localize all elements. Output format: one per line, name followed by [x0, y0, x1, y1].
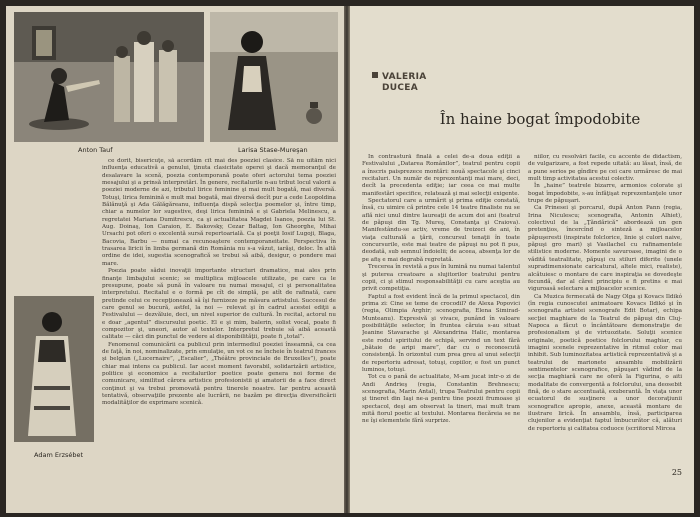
author-bullet-icon [372, 72, 378, 78]
paragraph: Poezia poate sădui inovaţii importante structuri dramatice, mai ales prin finanţe limbajului scenic; se multiplica mijloacele utilizate, pe care ca le presupune, poate să pună în valoare nu numai mesajul, ci şi personalitatea interpretului. Recitalul e o formă pe cît de simplă, pe atît de rafinată, care pretinde celui ce recepţionează să îşi furnizeze pe măsura artistului. Succesul de care genul se bucură, astfel, la noi — relevat şi în cadrul acestei ediţii a Festivalului — dezvăluie, deci, un nivel superior de cultură. În recital, actorul nu e doar „agentul” discursului poetic. El e şi mim, balerin, solist vocal, poate fi compozitor şi, uneori, autor al textelor. Interpretul trebuie să aibă această calitate — căci din punctul de vedere al disponibilităţii, poate fi „total”. [102, 268, 336, 341]
paragraph: În „haine” teatrele bizarre, armonios colorate şi bogat împodobite, s-au înfăţişat reprezentanţele unor trupe de păpuşari. [528, 183, 682, 205]
performer-illustration [210, 12, 338, 142]
stage-scene-illustration [14, 12, 204, 142]
paragraph: niilor, cu resolvări facile, cu accente de didactism, de vulgarizare, a fost repede uitată: au lăsat, însă, de a pune serios pe gîndire pe cei care urmăresc de mai mult timp activitatea acestui colectiv. [528, 154, 682, 183]
paragraph: Ca Muzica fermecată de Nagy Olga şi Kovacs Ildikó (în regia cunoscutei animatoare Kovacs Ildikó şi în scenografia artistei scenografe Edit Botar), echipa secţiei maghiare de la Teatrul de păpuşi din Cluj-Napoca a făcut o încântătoare demonstraţie de profesionalism şi de virtuozitate. Soluţii scenice originale, poetică poetice folclorului maghiar, cu imagini scenele reprezentative în ritmul color mai inhibit. Sub luminozitatea artistică reprezentativă şi a teatrului de marionete ansamblu mobilizării sentimentelor scenografice, păpuşari vădind de la secţia maghiară care ne oferă la Figurina, o aiti modalitate de convergentă a folclorului, una deosebit fină, de o stare accentuată, exuberantă. În viaţa unor ecuatorul de susţinere a unor decoraţiunii scenografice apropie, anexe, această montare de ilustrare lirică. În ansamblu, însă, participarea clujenilor a evidenţiat faptul îmbucurător că, alături de repertoriu şi calitatea coduoce (scriitorul Mircea [528, 293, 682, 432]
paragraph: Trecerea în revistă a pus în lumină nu numai talentul şi puterea creatoare a slujitorilor teatrului pentru copii, ci şi stimul responsabilităţii cu care aceştia au privit competiţia. [362, 264, 520, 293]
right-text-column-2 [528, 154, 682, 472]
folk-costume-illustration [14, 296, 94, 442]
paragraph: Faptul a fost evident încă de la primul spectacol, din prima zi: Cine se teme de crocodil? de Alexa Popovici (regia, Olimpia Arghir; scenografia, Elena Simirad-Munteanu). Expresivă şi vivace, punând în valoare posibilităţile selector, în fruntea căruia s-au situat Jeanine Stavarache şi Alexandrina Halic, montarea este rodul spiritului de echipă, servind un text fără „bătaie de aripi mare”, dar cu o reconoscută consistenţă. În orizontul cum prea greu al unui selecţii de repertoriu adresat, totuşi, copiilor, e fost un punct luminos, totuşi. [362, 293, 520, 373]
caption-photo-3: Adam Erzsébet [34, 451, 84, 459]
author-last-name: DUCEA [382, 83, 418, 93]
portrait-photo-adam [14, 296, 94, 442]
paragraph: Tot cu o pană de actualitate, M-am jucat intr-o zi de Andi Andrieş (regia, Constantin Brehnescu; scenografia, Marin Antal), trupa Teatrului pentru copii şi tineret din Iaşi ne-a pentru tine poezii frumoase şi spectacol, deşi am observat la tineri, mai mult tram mită fiorul poetic al textului. Montarea fiecăreia se ne ne îşi elementele fără surprize. [362, 374, 520, 425]
caption-photo-1: Anton Tauf [78, 146, 113, 154]
stage-photo-anton-tauf [14, 12, 204, 142]
right-page [350, 6, 694, 513]
paragraph: ce dorit, bisericuţe, să acordăm cît mai des poeziei clasice. Să nu uităm nici influenţa educativă a genului, ţinuta clasicitate operei şi dacă memoranţul de desalavare la scenă, poezia contemporană poate oferi actorului tema poeziei mesajului şi a prinsă interpretări. În genere, recitalurile n-au tribut locul valorii a poeziei moderne de azi, tributul lirice feminine şi mai mult bogată, mai diversă. Totuşi, lirica feminină e mult mai bogată, mai diversă decît pur a cede Leopoldina Bălănuţă şi Ada Gălăgăreanu, influenţa dispă selecţia poemelor şi, între timp, chiar a numelor lor sugestive, deşi lirica feminină e și Gabriela Melinescu, a regretatei Mariana Dumitrescu, ca şi actualitatea Magdei Isanos, poezia lui St. Aug. Doinaş, Ion Caraion, E. Bakovsky, Cezar Baltag, Ion Gheorghe, Mihai Ursachi pot oferi o excelentă sursă repertoarială. Ca şi poeţii Iosif Lugoji, Blaga, Bacovia, Barbu — numai ca recunoaştere contemporaneitate. Perspectiva în trasarea liricii în limba germană din România nu s-a văzut, iarăşi, deloc. În altă ordine de idei, sugestia scenografică se trebui să aibă, desigur, o pondere mai mare. [102, 158, 336, 267]
author-first-name: VALERIA [382, 72, 427, 82]
paragraph: Fenomenul comunicării ca publicul prin intermediul poeziei înseamnă, ca cea de faţă, în noi, nominalizate, prin emulaţie, un vot ce ne încheie în teatrul frances şi belgian („Lucernaire”, „Escalier”, „Théâtre provinciale de Bruxelles”), poate chiar mai intens ca publicul. Iar acest moment favorabil, solidarizării artistice, politice şi economice a recitalurilor poetice poate genera noi forme de comunicare, similitud cărora artistice profesionistii şi amatorii de a face direct conţinut şi va trebui promovată pentru tinerele noastre. Iar pentru această tentativă, observaţiile prezente ale lucrării, ne bazăm pe direcţia diversificării modalităţilor de exprimare scenică. [102, 341, 336, 407]
portrait-photo-larisa [210, 12, 338, 142]
article-title: În haine bogat împodobite [439, 110, 641, 128]
left-text-column [102, 158, 336, 494]
paragraph: Spectatorul care a urmărit şi prima ediţie constată, însă, cu uimire că printre cele 14 teatre finaliste nu se află nici unul dintre laureaţii de acum doi ani (teatrul de păpuşi din Tg. Mureş, Constanţa şi Craiova). Manifestându-se activ, vreme de treizeci de ani, în viaţa culturală a ţării, concursul tenaţii în toate concursurile, este mai teatre de păpuşi nu pot fi pus, deodată, sub semnul îndoielii; de aceea, absenţa lor de pe afiş e mai degrabă regretată. [362, 198, 520, 263]
paragraph: Ca Prinesei şi porcarul, după Anton Pann (regia, Irina Niculescu; scenografia, Antonin Alhiet), colectivul de la „Ţăndărică” abordează un gen pretenţios, încercînd o sinteză a mijloacelor păpuşeresti (inspirate folclorice, linie şi culori naive, păpuşi gro mari) şi Vasilachel cu rafinamentele stilistice moderne. Momente savuroase, imagini de o vădită teatralitate, păpuşi cu stiluri diferite (unele supradimensionate caricatural, altele mici, realiste), alcătuiesc o montare de care inspiraţia se dovedeşte fecundă, dar al cărei principiu e fi pretins e mai viguroasă selectare a mijloacelor scenice. [528, 205, 682, 293]
left-page [6, 6, 344, 513]
paragraph: În contrastură finală a celei de-a doua ediţii a Festivalului „Datarea Românilor”, teatrul pentru copii a înscris paisprezece montări: nouă spectacole şi cinci recitaluri. Un număr de reprezentanţi mai mare, deci, decît la precedenta ediţie; iar ceea ce mai multe manifestări specifice, relatează şi mai selecţii exigente. [362, 154, 520, 197]
caption-photo-2: Larisa Stase-Mureşan [238, 146, 308, 154]
right-text-column-1 [362, 154, 520, 494]
article-author [372, 72, 427, 94]
page-number: 25 [671, 468, 682, 477]
